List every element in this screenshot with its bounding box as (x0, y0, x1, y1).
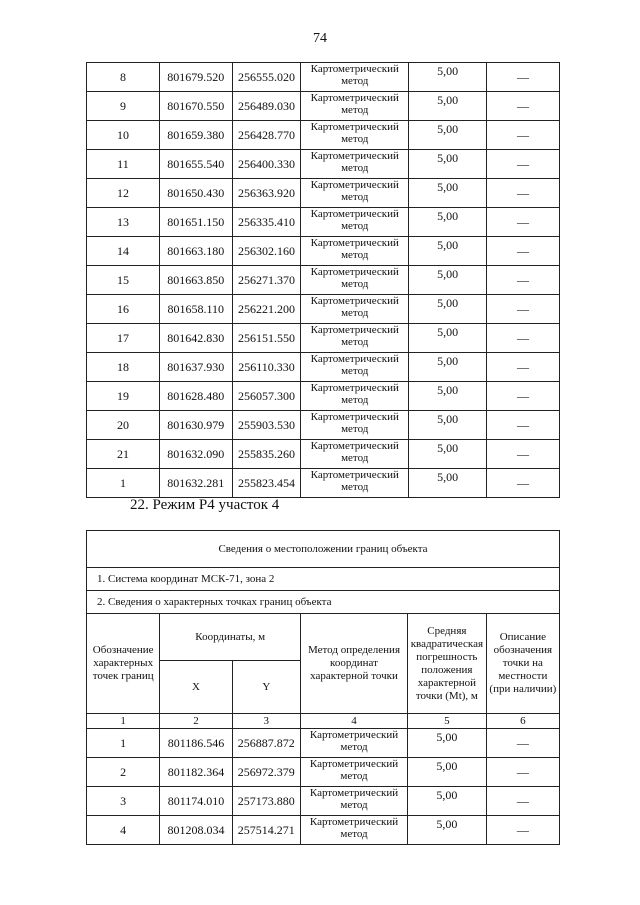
table-row (87, 208, 560, 237)
coord-y: 256555.020 (232, 63, 301, 92)
coord-x: 801632.090 (159, 440, 232, 469)
point-number: 15 (87, 266, 160, 295)
coord-y: 256110.330 (232, 353, 301, 382)
coord-y: 256335.410 (232, 208, 301, 237)
description: — (486, 816, 559, 845)
coord-x: 801628.480 (159, 382, 232, 411)
description: — (487, 208, 560, 237)
coord-y: 256972.379 (232, 758, 300, 787)
col-header-point: Обозначение характерных точек границ (87, 614, 160, 714)
method: Картометрический метод (301, 324, 409, 353)
col-index-1: 1 (87, 714, 160, 729)
coord-x: 801650.430 (159, 179, 232, 208)
coord-x: 801632.281 (159, 469, 232, 498)
point-number: 2 (87, 758, 160, 787)
precision: 5,00 (409, 411, 487, 440)
description: — (487, 324, 560, 353)
precision: 5,00 (409, 382, 487, 411)
points-info-line: 2. Сведения о характерных точках границ объекта (87, 591, 560, 614)
coord-x: 801663.850 (159, 266, 232, 295)
coord-x: 801630.979 (159, 411, 232, 440)
point-number: 14 (87, 237, 160, 266)
description: — (487, 440, 560, 469)
col-header-method: Метод определения координат характерной точки (301, 614, 408, 714)
point-number: 1 (87, 469, 160, 498)
description: — (487, 121, 560, 150)
table-row (87, 237, 560, 266)
precision: 5,00 (409, 237, 487, 266)
table-row (87, 150, 560, 179)
section-title: 22. Режим Р4 участок 4 (130, 497, 280, 513)
precision: 5,00 (408, 758, 487, 787)
table-row (87, 63, 560, 92)
method: Картометрический метод (301, 382, 409, 411)
precision: 5,00 (409, 324, 487, 353)
coord-y: 255823.454 (232, 469, 301, 498)
table-row (87, 92, 560, 121)
coord-y: 256428.770 (232, 121, 301, 150)
description: — (487, 63, 560, 92)
precision: 5,00 (409, 266, 487, 295)
coord-x: 801651.150 (159, 208, 232, 237)
point-number: 18 (87, 353, 160, 382)
description: — (487, 92, 560, 121)
page-number: 74 (313, 31, 327, 46)
point-number: 10 (87, 121, 160, 150)
table-header-title: Сведения о местоположении границ объекта (87, 531, 560, 568)
method: Картометрический метод (301, 353, 409, 382)
col-header-coordinates: Координаты, м (160, 614, 301, 661)
coordinates-table-continued (86, 62, 560, 498)
method: Картометрический метод (301, 237, 409, 266)
table-row (87, 266, 560, 295)
coord-x: 801637.930 (159, 353, 232, 382)
precision: 5,00 (409, 179, 487, 208)
precision: 5,00 (409, 150, 487, 179)
coord-y: 257173.880 (232, 787, 300, 816)
coord-x: 801174.010 (160, 787, 232, 816)
coord-x: 801663.180 (159, 237, 232, 266)
col-header-y: Y (232, 661, 300, 714)
method: Картометрический метод (301, 121, 409, 150)
description: — (487, 353, 560, 382)
coord-x: 801186.546 (160, 729, 232, 758)
coord-x: 801659.380 (159, 121, 232, 150)
description: — (487, 266, 560, 295)
description: — (487, 411, 560, 440)
coord-y: 256489.030 (232, 92, 301, 121)
table-row (87, 787, 560, 816)
precision: 5,00 (409, 469, 487, 498)
point-number: 19 (87, 382, 160, 411)
col-index-3: 3 (232, 714, 300, 729)
table-row (87, 411, 560, 440)
description: — (487, 237, 560, 266)
coord-y: 255835.260 (232, 440, 301, 469)
method: Картометрический метод (301, 63, 409, 92)
table-row (87, 179, 560, 208)
coord-y: 256271.370 (232, 266, 301, 295)
coord-x: 801208.034 (160, 816, 232, 845)
coord-y: 256057.300 (232, 382, 301, 411)
point-number: 3 (87, 787, 160, 816)
point-number: 9 (87, 92, 160, 121)
col-header-precision: Средняя квадратическая погрешность положения характерной точки (Mt), м (408, 614, 487, 714)
precision: 5,00 (409, 121, 487, 150)
coord-y: 256221.200 (232, 295, 301, 324)
point-number: 12 (87, 179, 160, 208)
description: — (487, 179, 560, 208)
point-number: 8 (87, 63, 160, 92)
method: Картометрический метод (301, 295, 409, 324)
table-row (87, 758, 560, 787)
precision: 5,00 (408, 787, 487, 816)
col-index-4: 4 (301, 714, 408, 729)
precision: 5,00 (409, 295, 487, 324)
method: Картометрический метод (301, 208, 409, 237)
precision: 5,00 (409, 92, 487, 121)
method: Картометрический метод (301, 469, 409, 498)
method: Картометрический метод (301, 758, 408, 787)
boundary-info-table (86, 530, 560, 845)
col-header-description: Описание обозначения точки на местности (при наличии) (486, 614, 559, 714)
point-number: 13 (87, 208, 160, 237)
table-row (87, 729, 560, 758)
table-row (87, 382, 560, 411)
coord-y: 256887.872 (232, 729, 300, 758)
table-row (87, 816, 560, 845)
description: — (487, 150, 560, 179)
precision: 5,00 (408, 729, 487, 758)
coord-y: 256363.920 (232, 179, 301, 208)
coordinate-system-line: 1. Система координат МСК-71, зона 2 (87, 568, 560, 591)
table-row (87, 440, 560, 469)
method: Картометрический метод (301, 729, 408, 758)
description: — (486, 729, 559, 758)
method: Картометрический метод (301, 92, 409, 121)
point-number: 17 (87, 324, 160, 353)
precision: 5,00 (409, 63, 487, 92)
method: Картометрический метод (301, 787, 408, 816)
method: Картометрический метод (301, 440, 409, 469)
col-index-2: 2 (160, 714, 232, 729)
method: Картометрический метод (301, 179, 409, 208)
coord-y: 255903.530 (232, 411, 301, 440)
coord-y: 257514.271 (232, 816, 300, 845)
description: — (487, 382, 560, 411)
table-row (87, 295, 560, 324)
coord-y: 256151.550 (232, 324, 301, 353)
coord-x: 801642.830 (159, 324, 232, 353)
method: Картометрический метод (301, 266, 409, 295)
coord-x: 801182.364 (160, 758, 232, 787)
method: Картометрический метод (301, 411, 409, 440)
description: — (486, 787, 559, 816)
method: Картометрический метод (301, 150, 409, 179)
precision: 5,00 (409, 208, 487, 237)
point-number: 21 (87, 440, 160, 469)
description: — (487, 295, 560, 324)
col-index-5: 5 (408, 714, 487, 729)
coord-y: 256302.160 (232, 237, 301, 266)
point-number: 1 (87, 729, 160, 758)
point-number: 16 (87, 295, 160, 324)
method: Картометрический метод (301, 816, 408, 845)
coord-x: 801679.520 (159, 63, 232, 92)
col-index-6: 6 (486, 714, 559, 729)
coord-x: 801670.550 (159, 92, 232, 121)
col-header-x: X (160, 661, 232, 714)
description: — (487, 469, 560, 498)
table-row (87, 324, 560, 353)
point-number: 4 (87, 816, 160, 845)
precision: 5,00 (409, 353, 487, 382)
table-row (87, 353, 560, 382)
coord-x: 801655.540 (159, 150, 232, 179)
point-number: 20 (87, 411, 160, 440)
description: — (486, 758, 559, 787)
coord-y: 256400.330 (232, 150, 301, 179)
precision: 5,00 (409, 440, 487, 469)
table-row (87, 469, 560, 498)
point-number: 11 (87, 150, 160, 179)
coord-x: 801658.110 (159, 295, 232, 324)
table-row (87, 121, 560, 150)
precision: 5,00 (408, 816, 487, 845)
